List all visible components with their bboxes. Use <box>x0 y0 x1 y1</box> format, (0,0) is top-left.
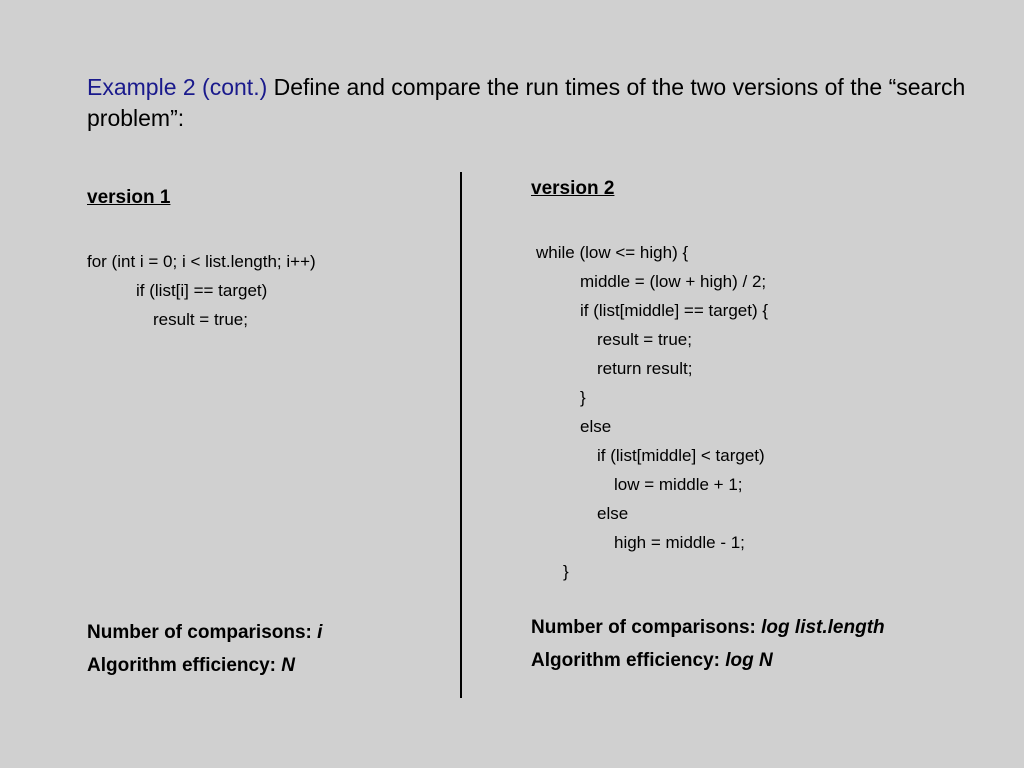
code-line: } <box>563 562 569 581</box>
efficiency-label: Algorithm efficiency: <box>87 655 282 676</box>
code-line: result = true; <box>153 310 248 329</box>
comparisons-value: log list.length <box>761 617 885 638</box>
code-line: } <box>580 388 586 407</box>
version1-comparisons <box>87 622 322 644</box>
code-line: result = true; <box>597 330 692 349</box>
code-line: low = middle + 1; <box>614 475 743 494</box>
title-accent: Example 2 (cont.) <box>87 74 268 100</box>
code-line: for (int i = 0; i < list.length; i++) <box>87 252 316 271</box>
comparisons-label: Number of comparisons: <box>531 617 762 638</box>
efficiency-value: N <box>281 655 295 676</box>
code-line: middle = (low + high) / 2; <box>580 272 767 291</box>
code-line: return result; <box>597 359 693 378</box>
code-line: if (list[i] == target) <box>136 281 268 300</box>
code-line: if (list[middle] == target) { <box>580 301 769 320</box>
efficiency-value: log N <box>725 650 773 671</box>
version2-heading: version 2 <box>531 178 615 199</box>
version2-efficiency <box>531 650 773 672</box>
code-line: while (low <= high) { <box>536 243 689 262</box>
code-line: if (list[middle] < target) <box>597 446 765 465</box>
version1-efficiency <box>87 655 295 677</box>
code-line: high = middle - 1; <box>614 533 745 552</box>
version2-comparisons <box>531 617 885 639</box>
title-text: Define and compare the run times of the two versions of the “search problem”: <box>87 74 966 131</box>
column-divider <box>460 172 462 698</box>
slide-title <box>87 72 967 134</box>
comparisons-value: i <box>317 622 323 643</box>
code-line: else <box>597 504 629 523</box>
comparisons-label: Number of comparisons: <box>87 622 318 643</box>
code-line: else <box>580 417 612 436</box>
version1-heading: version 1 <box>87 187 171 208</box>
efficiency-label: Algorithm efficiency: <box>531 650 726 671</box>
